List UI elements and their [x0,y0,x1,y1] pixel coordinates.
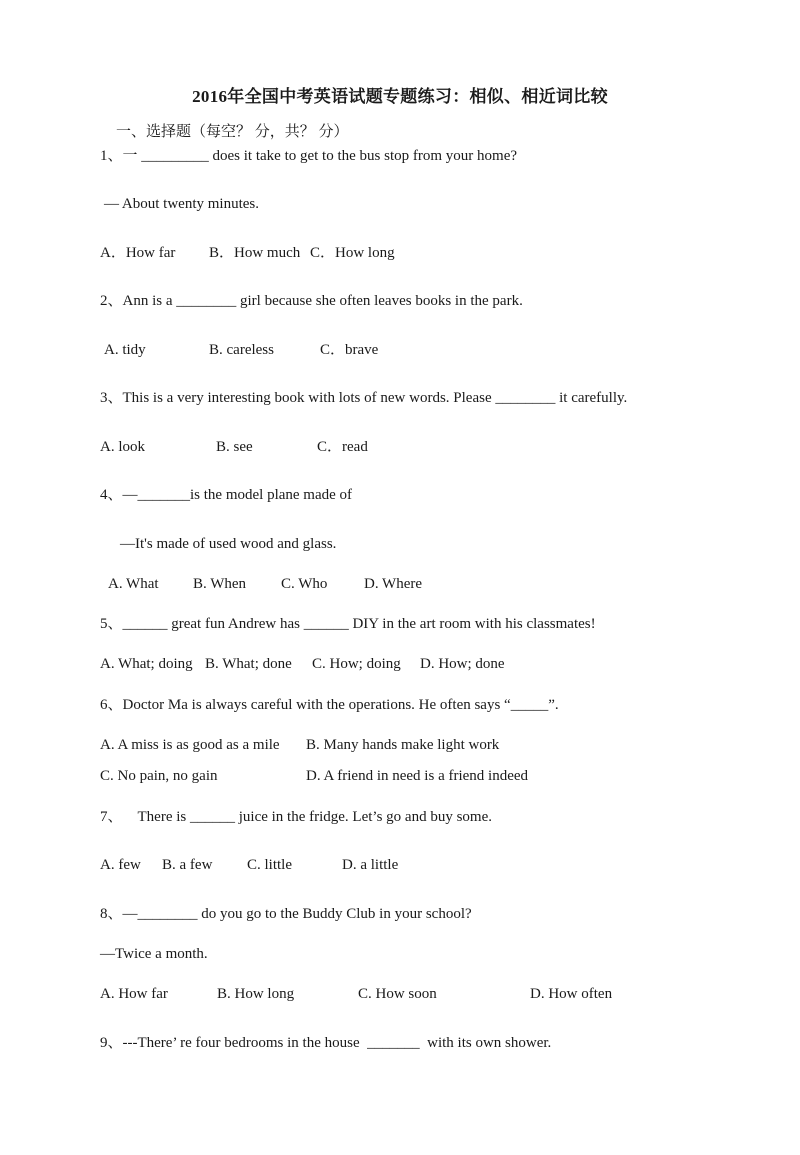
question-5-option-c: C. How; doing [312,656,401,672]
question-6-option-a: A. A miss is as good as a mile [100,737,280,753]
question-4-stem: 4、—_______is the model plane made of [100,487,353,503]
question-1-option-a: A．How far [100,245,176,261]
question-1-option-b: B．How much [209,245,301,261]
question-6-stem: 6、Doctor Ma is always careful with the operations. He often says “_____”. [100,697,559,713]
question-1-option-c: C．How long [310,245,395,261]
section-heading: 一、选择题（每空？ 分，共？ 分） [116,124,349,140]
question-3-option-c: C．read [317,439,368,455]
question-4-reply: —It's made of used wood and glass. [120,536,337,552]
question-7-option-b: B. a few [162,857,213,873]
question-6-option-c: C. No pain, no gain [100,768,218,784]
question-4-option-d: D. Where [364,576,423,592]
question-7-option-c: C. little [247,857,292,873]
question-3-option-b: B. see [216,439,253,455]
page-title: 2016年全国中考英语试题专题练习：相似、相近词比较 [192,87,608,106]
question-8-option-d: D. How often [530,986,613,1002]
question-5-option-d: D. How; done [420,656,505,672]
question-5-stem: 5、______ great fun Andrew has ______ DIY in the art room with his classmates! [100,616,596,632]
question-5-option-b: B. What; done [205,656,292,672]
question-4-option-a: A. What [108,576,159,592]
question-8-option-b: B. How long [217,986,295,1002]
question-5-option-a: A. What; doing [100,656,193,672]
question-7-stem: 7、 There is ______ juice in the fridge. Let’s go and buy some. [100,809,492,825]
question-3-option-a: A. look [100,439,145,455]
question-7-option-a: A. few [100,857,141,873]
question-1-reply: — About twenty minutes. [104,196,259,212]
question-7-option-d: D. a little [342,857,399,873]
question-8-reply: —Twice a month. [100,946,208,962]
question-8-option-a: A. How far [100,986,168,1002]
question-4-option-b: B. When [193,576,247,592]
question-8-stem: 8、—________ do you go to the Buddy Club in your school? [100,906,472,922]
question-6-option-b: B. Many hands make light work [306,737,500,753]
question-4-option-c: C. Who [281,576,328,592]
question-2-option-a: A. tidy [104,342,146,358]
question-3-stem: 3、This is a very interesting book with lots of new words. Please ________ it carefully. [100,390,628,406]
question-6-option-d: D. A friend in need is a friend indeed [306,768,529,784]
question-8-option-c: C. How soon [358,986,437,1002]
question-1-stem: 1、一 _________ does it take to get to the bus stop from your home? [100,148,518,164]
question-2-option-c: C．brave [320,342,379,358]
question-9-stem: 9、---There’ re four bedrooms in the house _______ with its own shower. [100,1035,552,1051]
question-2-stem: 2、Ann is a ________ girl because she often leaves books in the park. [100,293,523,309]
question-2-option-b: B. careless [209,342,274,358]
